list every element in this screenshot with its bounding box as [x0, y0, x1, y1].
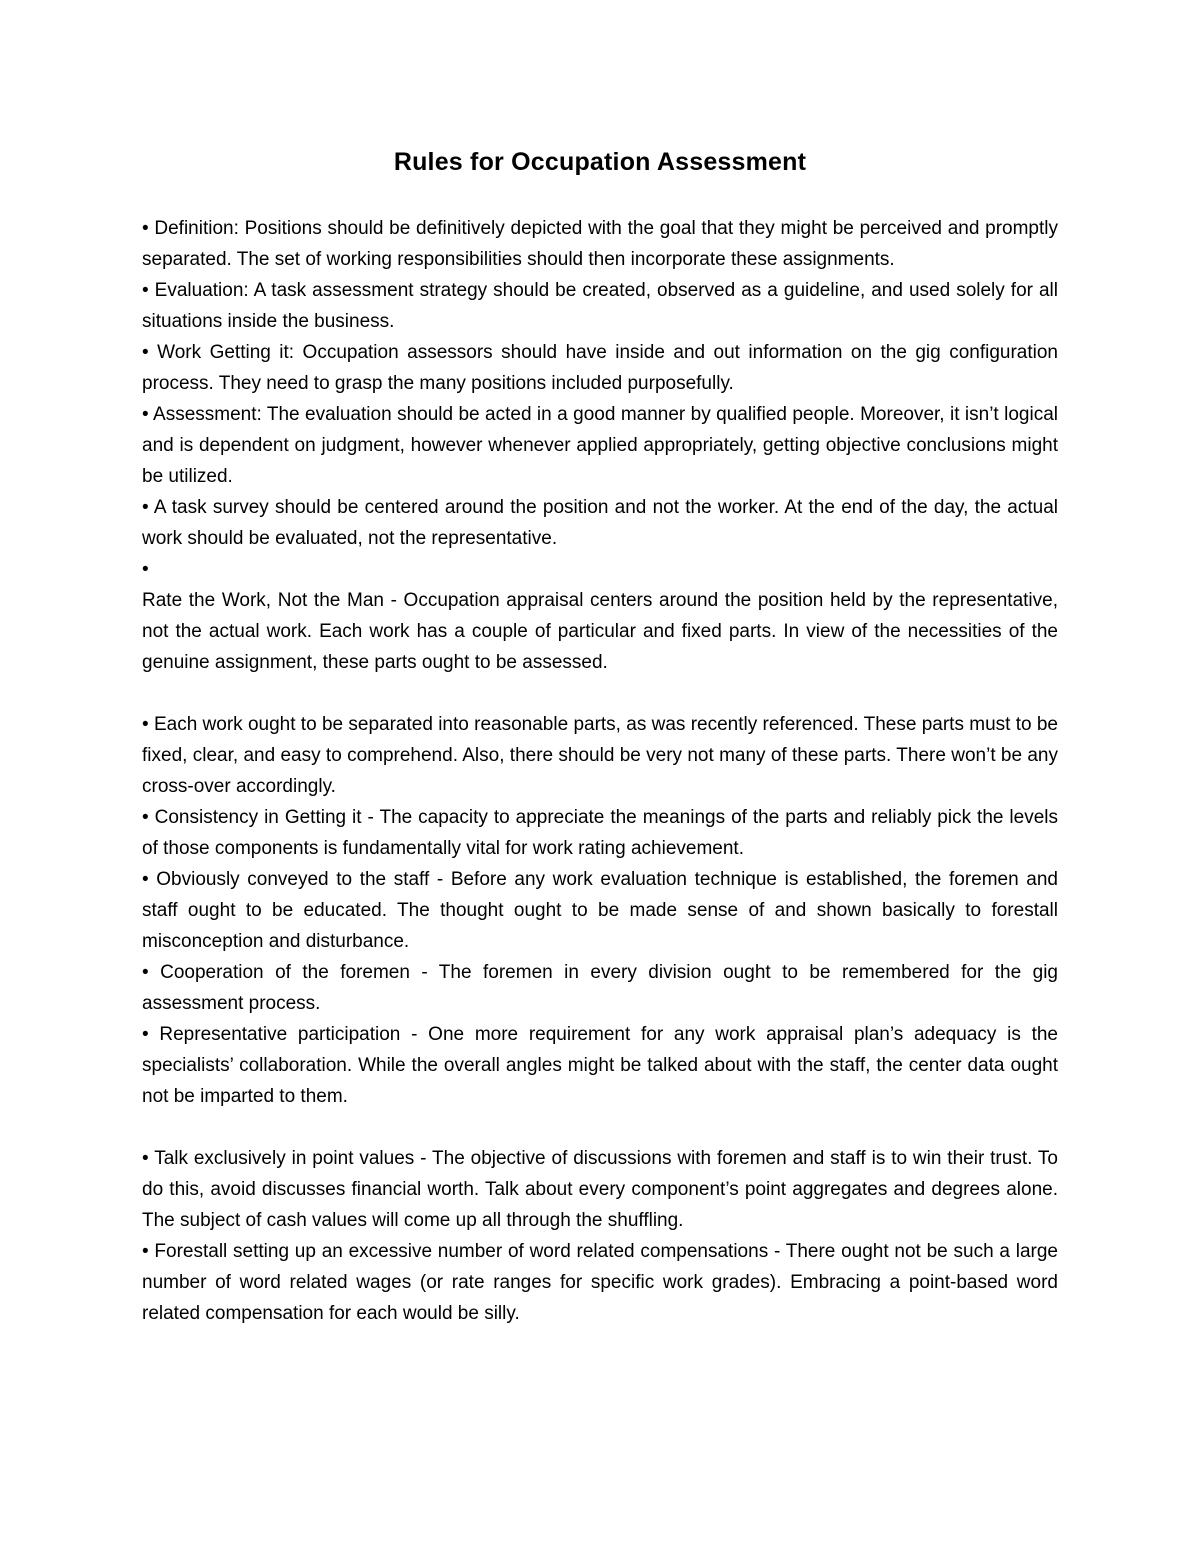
paragraph-work-getting-it: • Work Getting it: Occupation assessors should have inside and out information on the gig configuration process. They need to grasp the many positions included purposefully. [142, 342, 1058, 394]
paragraph-separated-parts: • Each work ought to be separated into reasonable parts, as was recently referenced. These parts must to be fixed, clear, and easy to comprehend. Also, there should be very not many of these parts. There won’t be any cross-over accordingly. [142, 714, 1058, 797]
document-page [142, 140, 1058, 1329]
document-title: Rules for Occupation Assessment [393, 148, 807, 176]
paragraph-spacer [142, 1112, 1058, 1143]
paragraph-definition: • Definition: Positions should be definitively depicted with the goal that they might be perceived and promptly separated. The set of working responsibilities should then incorporate these assignments. [142, 218, 1058, 270]
paragraph-consistency: • Consistency in Getting it - The capacity to appreciate the meanings of the parts and reliably pick the levels of those components is fundamentally vital for work rating achievement. [142, 807, 1058, 859]
paragraph-point-values: • Talk exclusively in point values - The objective of discussions with foremen and staff is to win their trust. To do this, avoid discusses financial worth. Talk about every component’s point aggregates and degrees alone. The subject of cash values will come up all through the shuffling. [142, 1148, 1058, 1231]
paragraph-evaluation: • Evaluation: A task assessment strategy should be created, observed as a guideline, and used solely for all situations inside the business. [142, 280, 1058, 332]
paragraph-conveyed-to-staff: • Obviously conveyed to the staff - Before any work evaluation technique is established, the foremen and staff ought to be educated. The thought ought to be made sense of and shown basically to forestall misconception and disturbance. [142, 869, 1058, 952]
paragraph-representative-participation: • Representative participation - One more requirement for any work appraisal plan’s adequacy is the specialists’ collaboration. While the overall angles might be talked about with the staff, the center data ought not be imparted to them. [142, 1024, 1058, 1107]
paragraph-spacer [142, 678, 1058, 709]
paragraph-forestall-compensations: • Forestall setting up an excessive number of word related compensations - There ought not be such a large number of word related wages (or rate ranges for specific work grades). Embracing a point-based word related compensation for each would be silly. [142, 1241, 1058, 1324]
paragraph-task-survey: • A task survey should be centered around the position and not the worker. At the end of the day, the actual work should be evaluated, not the representative. [142, 497, 1058, 549]
paragraph-cooperation-foremen: • Cooperation of the foremen - The foremen in every division ought to be remembered for the gig assessment process. [142, 962, 1058, 1014]
paragraph-assessment: • Assessment: The evaluation should be acted in a good manner by qualified people. Moreover, it isn’t logical and is dependent on judgment, however whenever applied appropriately, getting objective conclusions might be utilized. [142, 404, 1058, 487]
paragraph-empty-bullet: • [142, 559, 149, 580]
paragraph-rate-the-work: Rate the Work, Not the Man - Occupation appraisal centers around the position held by the representative, not the actual work. Each work has a couple of particular and fixed parts. In view of the necessities of the genuine assignment, these parts ought to be assessed. [142, 590, 1058, 673]
